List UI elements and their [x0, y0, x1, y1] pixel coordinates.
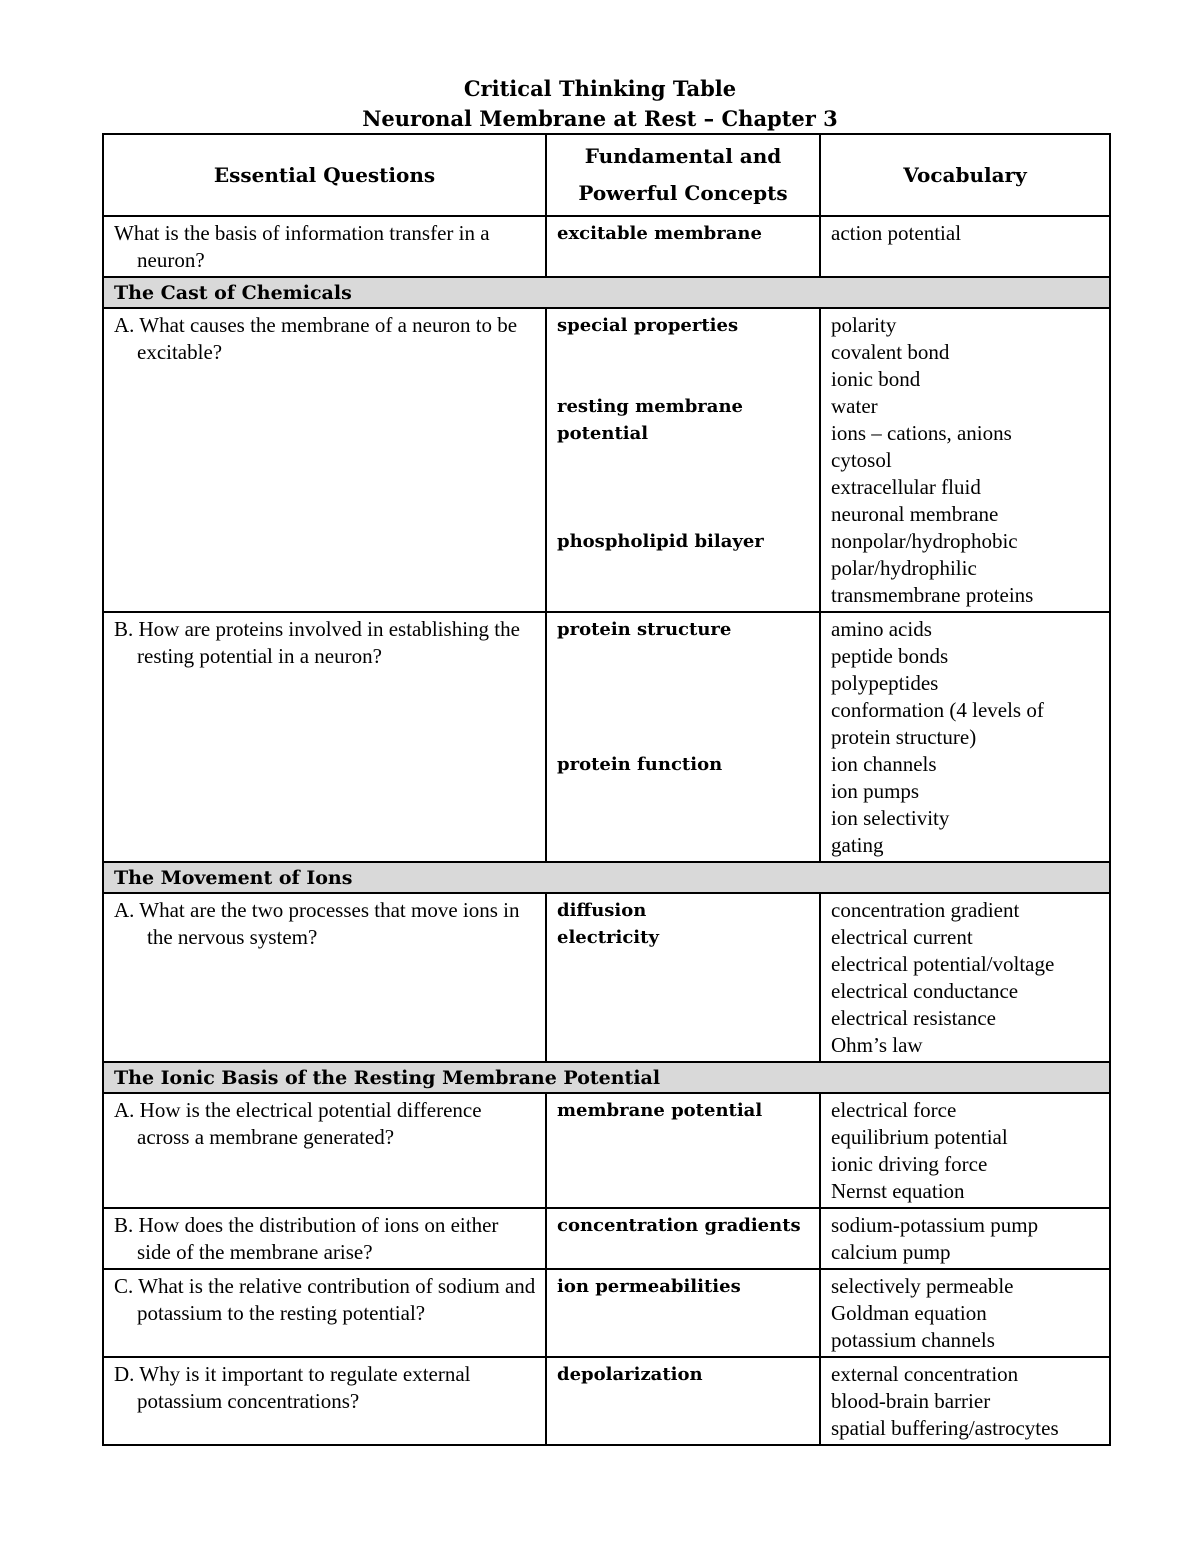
- question-text: A. What causes the membrane of a neuron to be excitable?: [114, 313, 518, 364]
- vocab-item: ion channels: [831, 752, 937, 776]
- question-text: D. Why is it important to regulate external potassium concentrations?: [114, 1362, 471, 1413]
- section-title: The Movement of Ions: [103, 862, 1110, 893]
- section-title: The Cast of Chemicals: [103, 277, 1110, 308]
- concept-text: protein structure: [557, 619, 732, 640]
- concept-cell: [546, 1208, 820, 1269]
- concept-text: depolarization: [557, 1364, 703, 1385]
- header-concepts-line1: Fundamental and: [584, 144, 782, 168]
- question-cell: [103, 1357, 546, 1445]
- vocab-item: calcium pump: [831, 1240, 951, 1264]
- vocab-item: equilibrium potential: [831, 1125, 1008, 1149]
- concept-text: resting membrane: [557, 396, 743, 417]
- concept-text: concentration gradients: [557, 1215, 801, 1236]
- vocab-item: sodium-potassium pump: [831, 1213, 1039, 1237]
- question-text: What is the basis of information transfer in a neuron?: [114, 221, 490, 272]
- question-cell: [103, 1269, 546, 1357]
- question-cell: [103, 1093, 546, 1208]
- vocab-cell: [820, 1093, 1110, 1208]
- vocab-cell: [820, 1269, 1110, 1357]
- concept-text: potential: [557, 423, 649, 444]
- table-row: [103, 308, 1110, 612]
- vocab-item: spatial buffering/astrocytes: [831, 1416, 1059, 1440]
- vocab-item: selectively permeable: [831, 1274, 1014, 1298]
- table-row: [103, 1093, 1110, 1208]
- vocab-item: electrical potential/voltage: [831, 952, 1055, 976]
- concept-text: ion permeabilities: [557, 1276, 741, 1297]
- section-row: [103, 862, 1110, 893]
- section-row: [103, 277, 1110, 308]
- vocab-item: Nernst equation: [831, 1179, 965, 1203]
- question-text: B. How does the distribution of ions on either side of the membrane arise?: [114, 1213, 499, 1264]
- concept-text: phospholipid bilayer: [557, 531, 764, 552]
- page-subtitle: Neuronal Membrane at Rest – Chapter 3: [362, 106, 838, 131]
- concept-cell: [546, 1269, 820, 1357]
- question-cell: [103, 893, 546, 1062]
- question-text: B. How are proteins involved in establishing the resting potential in a neuron?: [114, 617, 520, 668]
- concept-cell: [546, 893, 820, 1062]
- question-text: A. How is the electrical potential difference across a membrane generated?: [114, 1098, 482, 1149]
- vocab-item: extracellular fluid: [831, 475, 981, 499]
- document-header: [0, 74, 1200, 134]
- vocab-item: amino acids: [831, 617, 932, 641]
- concept-cell: [546, 308, 820, 612]
- header-essential-questions: Essential Questions: [103, 134, 546, 216]
- vocab-item: water: [831, 394, 878, 418]
- vocab-item: nonpolar/hydrophobic: [831, 529, 1018, 553]
- vocab-item: polarity: [831, 313, 897, 337]
- vocab-cell: [820, 893, 1110, 1062]
- section-row: [103, 1062, 1110, 1093]
- vocab-item: ionic driving force: [831, 1152, 988, 1176]
- question-cell: [103, 308, 546, 612]
- table-row: [103, 612, 1110, 862]
- vocab-item: neuronal membrane: [831, 502, 999, 526]
- question-text: A. What are the two processes that move ions in the nervous system?: [114, 898, 520, 949]
- vocab-cell: [820, 1208, 1110, 1269]
- concept-cell: [546, 1093, 820, 1208]
- table-row: [103, 1208, 1110, 1269]
- vocab-item: electrical conductance: [831, 979, 1019, 1003]
- vocab-item: action potential: [831, 221, 962, 245]
- vocab-item: ion selectivity: [831, 806, 950, 830]
- table-row: [103, 893, 1110, 1062]
- vocab-item: potassium channels: [831, 1328, 995, 1352]
- concept-text: electricity: [557, 927, 659, 948]
- concept-text: diffusion: [557, 900, 647, 921]
- vocab-cell: [820, 1357, 1110, 1445]
- header-vocabulary: Vocabulary: [820, 134, 1110, 216]
- concept-text: excitable membrane: [557, 223, 762, 244]
- vocab-item: concentration gradient: [831, 898, 1020, 922]
- question-cell: [103, 612, 546, 862]
- concept-cell: [546, 216, 820, 277]
- vocab-item: protein structure): [831, 725, 977, 749]
- header-row: [103, 134, 1110, 216]
- vocab-item: conformation (4 levels of: [831, 698, 1044, 722]
- vocab-cell: [820, 308, 1110, 612]
- vocab-item: external concentration: [831, 1362, 1019, 1386]
- concept-text: special properties: [557, 315, 739, 336]
- vocab-cell: [820, 216, 1110, 277]
- question-cell: [103, 1208, 546, 1269]
- vocab-item: electrical force: [831, 1098, 957, 1122]
- vocab-item: covalent bond: [831, 340, 950, 364]
- vocab-item: Ohm’s law: [831, 1033, 923, 1057]
- vocab-item: polypeptides: [831, 671, 939, 695]
- table-row: [103, 1357, 1110, 1445]
- vocab-item: electrical current: [831, 925, 973, 949]
- header-concepts: [546, 134, 820, 216]
- question-cell: [103, 216, 546, 277]
- page-title: Critical Thinking Table: [463, 76, 737, 101]
- vocab-item: transmembrane proteins: [831, 583, 1034, 607]
- question-text: C. What is the relative contribution of sodium and potassium to the resting potential?: [114, 1274, 536, 1325]
- vocab-item: polar/hydrophilic: [831, 556, 977, 580]
- vocab-item: gating: [831, 833, 884, 857]
- vocab-item: electrical resistance: [831, 1006, 996, 1030]
- intro-row: [103, 216, 1110, 277]
- vocab-item: ion pumps: [831, 779, 920, 803]
- concept-text: protein function: [557, 754, 723, 775]
- header-concepts-line2: Powerful Concepts: [578, 181, 788, 205]
- vocab-item: Goldman equation: [831, 1301, 987, 1325]
- vocab-item: peptide bonds: [831, 644, 949, 668]
- vocab-item: ions – cations, anions: [831, 421, 1012, 445]
- vocab-item: cytosol: [831, 448, 892, 472]
- critical-thinking-table: [102, 133, 1111, 1446]
- concept-cell: [546, 612, 820, 862]
- section-title: The Ionic Basis of the Resting Membrane Potential: [103, 1062, 1110, 1093]
- concept-cell: [546, 1357, 820, 1445]
- vocab-item: blood-brain barrier: [831, 1389, 991, 1413]
- vocab-item: ionic bond: [831, 367, 921, 391]
- vocab-cell: [820, 612, 1110, 862]
- table-row: [103, 1269, 1110, 1357]
- concept-text: membrane potential: [557, 1100, 763, 1121]
